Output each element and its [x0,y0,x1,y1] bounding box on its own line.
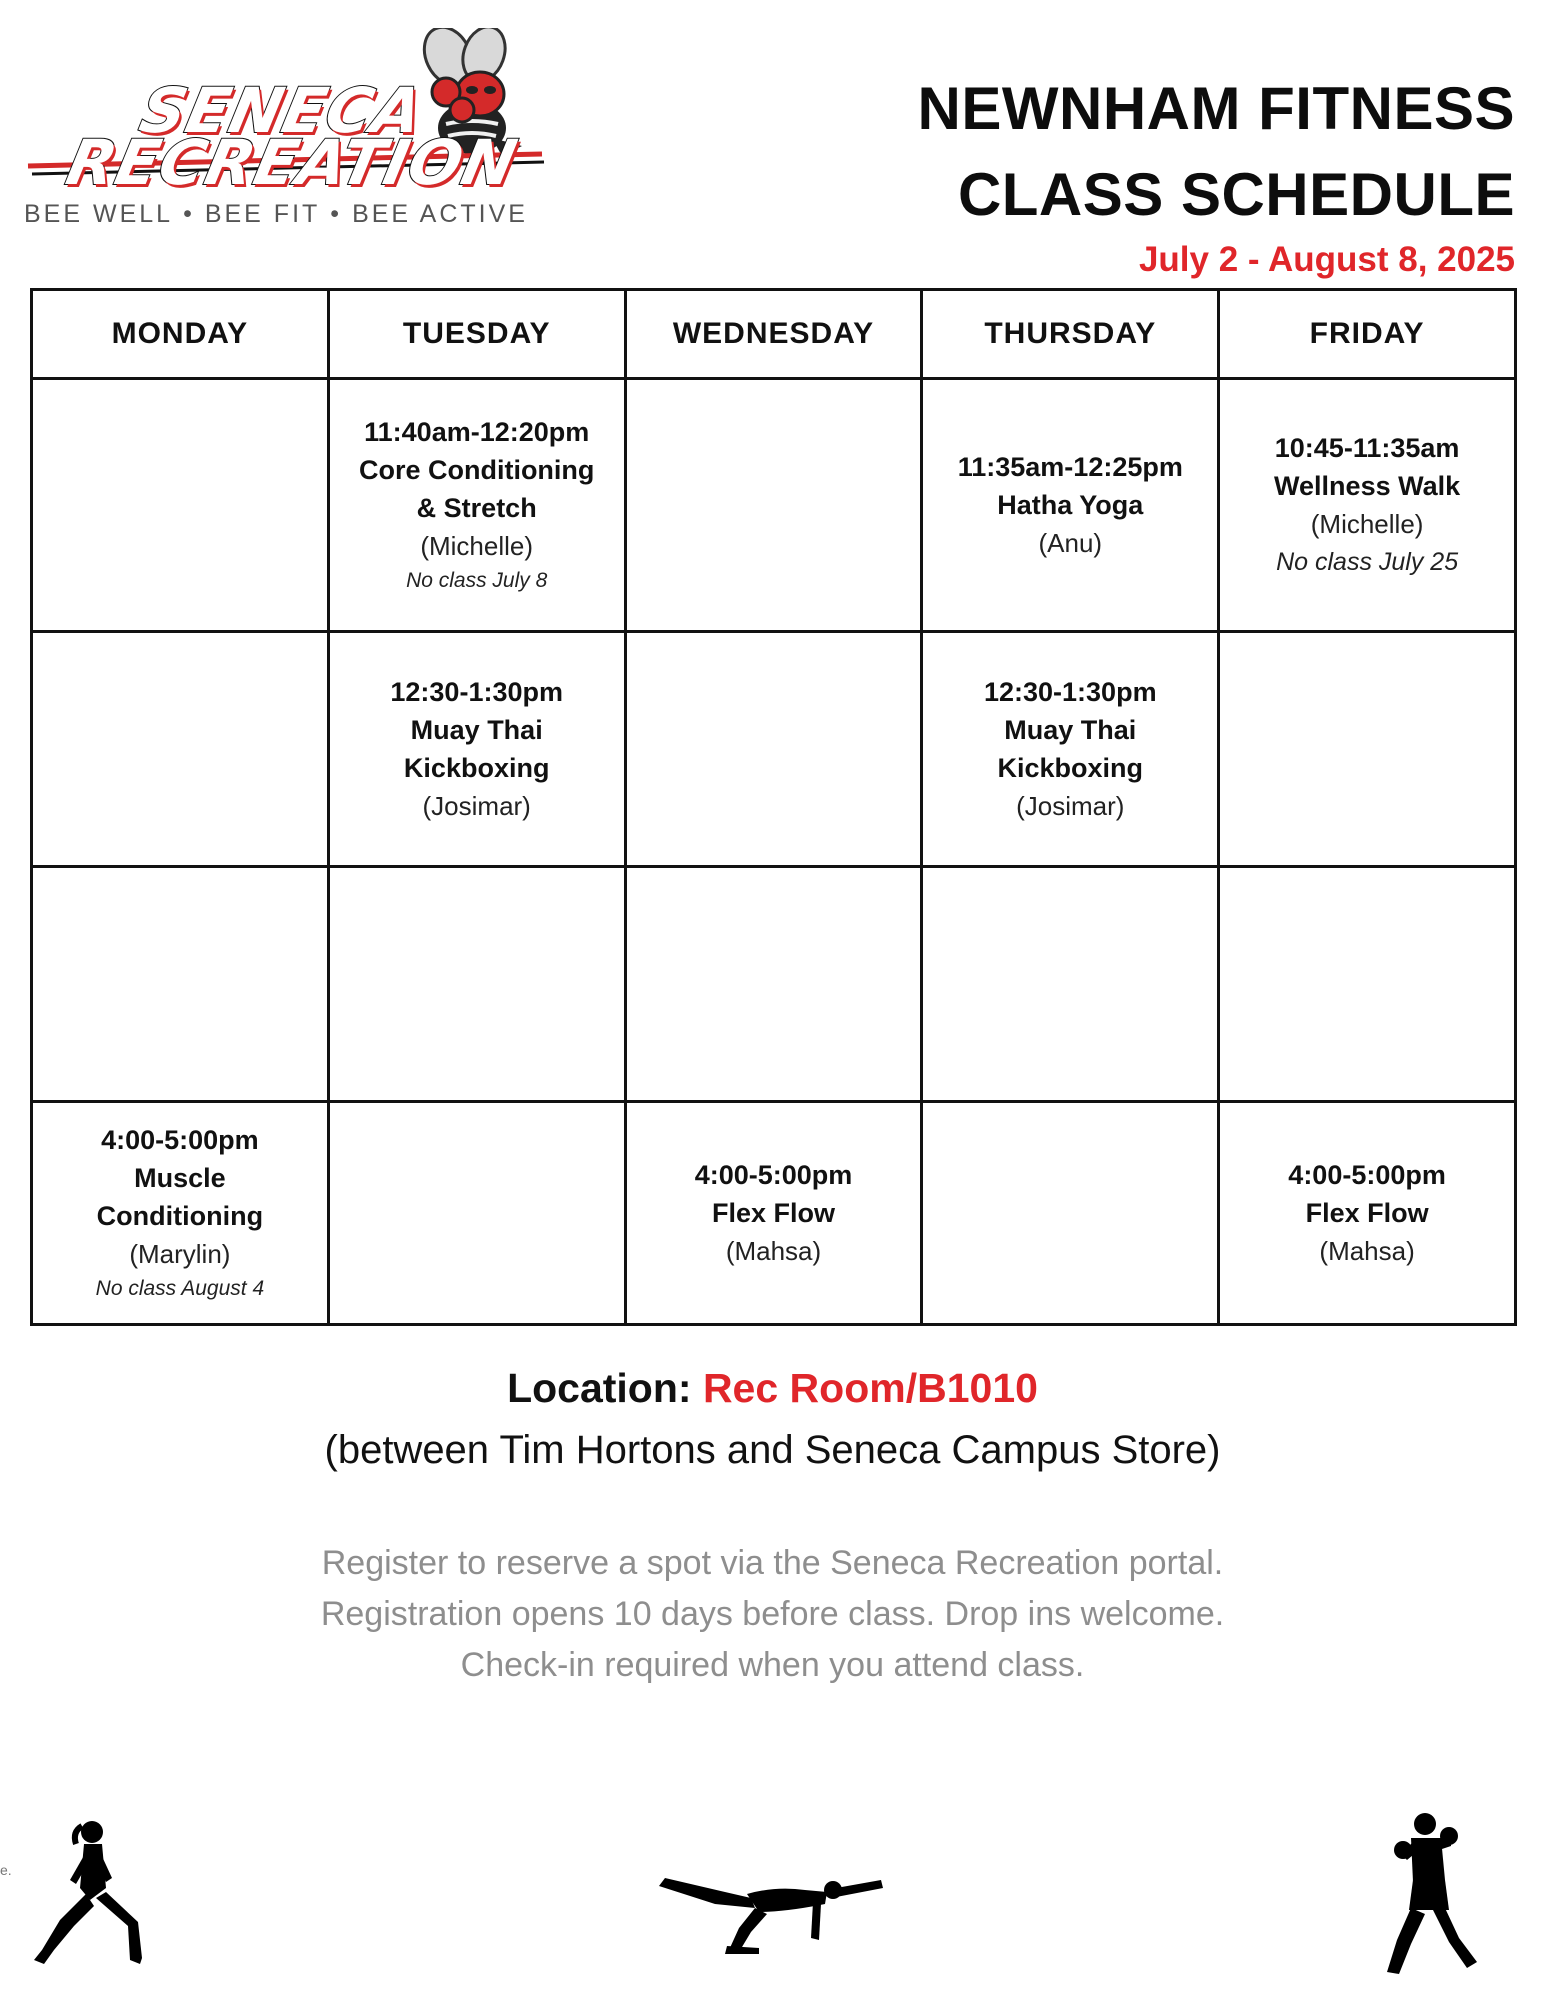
seneca-recreation-logo [22,28,562,228]
tagline-bee-well: BEE WELL [24,200,174,228]
location-detail: (between Tim Hortons and Seneca Campus Store) [324,1428,1221,1472]
class-instructor: (Josimar) [1016,791,1125,821]
class-slot-thursday [922,379,1219,632]
class-instructor: (Michelle) [420,531,534,561]
class-name: Muay Thai [1004,715,1137,745]
day-header-tuesday: TUESDAY [328,290,625,379]
class-time: 12:30-1:30pm [983,677,1157,707]
day-header-wednesday: WEDNESDAY [625,290,922,379]
schedule-row [32,1102,1516,1325]
empty-slot-thursday [922,1102,1219,1325]
class-name: Kickboxing [403,753,550,783]
bird-dog-silhouette-icon [655,1868,885,1958]
class-instructor: (Mahsa) [1319,1236,1415,1266]
empty-slot-tuesday [328,1102,625,1325]
class-name: Conditioning [96,1201,264,1231]
class-name: Muscle [134,1163,226,1193]
day-header-friday: FRIDAY [1219,290,1516,379]
class-time: 11:35am-12:25pm [957,452,1183,482]
class-slot-tuesday [328,632,625,867]
class-instructor: (Josimar) [422,791,531,821]
logo-word-seneca: SENECA [133,74,431,147]
registration-line: Register to reserve a spot via the Seneca Recreation portal. [321,1544,1224,1582]
class-slot-tuesday [328,379,625,632]
location-value: Rec Room/B1010 [702,1365,1038,1411]
class-name: Core Conditioning [358,455,595,485]
class-instructor: (Marylin) [129,1239,231,1269]
class-slot-thursday [922,632,1219,867]
date-range: July 2 - August 8, 2025 [1138,240,1515,279]
registration-line: Registration opens 10 days before class. Drop ins welcome. [320,1595,1225,1633]
class-time: 4:00-5:00pm [694,1160,853,1190]
class-time: 11:40am-12:20pm [364,417,590,447]
page-title-line-1: NEWNHAM FITNESS [917,75,1515,142]
schedule-header-row [32,290,1516,379]
class-slot-monday [32,1102,329,1325]
class-note: No class August 4 [95,1277,265,1300]
schedule-table [30,288,1517,1326]
lunge-silhouette-icon [30,1818,150,1978]
class-slot-friday [1219,379,1516,632]
location-line [0,1365,1545,1412]
empty-slot-tuesday [328,867,625,1102]
schedule-body [32,379,1516,1325]
empty-slot-friday [1219,867,1516,1102]
class-name: Muay Thai [410,715,543,745]
location-label: Location: [507,1365,692,1411]
class-slot-wednesday [625,1102,922,1325]
day-header-monday: MONDAY [32,290,329,379]
schedule-row [32,867,1516,1102]
class-time: 4:00-5:00pm [1288,1160,1446,1190]
empty-slot-wednesday [625,632,922,867]
page-title-block [918,66,1515,280]
stray-text-fragment: e. [0,1862,12,1878]
class-name: Wellness Walk [1274,471,1461,501]
tagline-bee-active: BEE ACTIVE [352,200,528,228]
day-header-thursday: THURSDAY [922,290,1219,379]
class-time: 10:45-11:35am [1274,433,1460,463]
class-note: No class July 8 [406,569,548,592]
empty-slot-monday [32,379,329,632]
class-instructor: (Anu) [1038,528,1103,558]
page-title-line-2: CLASS SCHEDULE [957,161,1515,228]
class-name: & Stretch [416,493,537,523]
empty-slot-wednesday [625,379,922,632]
class-slot-friday [1219,1102,1516,1325]
schedule-row [32,632,1516,867]
tagline-bee-fit: BEE FIT [204,200,321,228]
class-name: Hatha Yoga [997,490,1144,520]
registration-line: Check-in required when you attend class. [460,1646,1085,1684]
empty-slot-monday [32,632,329,867]
empty-slot-friday [1219,632,1516,867]
empty-slot-monday [32,867,329,1102]
class-note: No class July 25 [1276,548,1459,576]
class-time: 12:30-1:30pm [390,677,563,707]
class-name: Kickboxing [997,753,1144,783]
class-name: Flex Flow [711,1198,835,1228]
logo-tagline [24,200,564,229]
logo-word-recreation: RECREATION [60,126,524,199]
tagline-separator: • [183,200,195,228]
class-instructor: (Mahsa) [725,1236,822,1266]
registration-notes [0,1538,1545,1691]
empty-slot-thursday [922,867,1219,1102]
empty-slot-wednesday [625,867,922,1102]
tagline-separator: • [330,200,343,228]
class-name: Flex Flow [1305,1198,1429,1228]
class-time: 4:00-5:00pm [101,1125,259,1155]
schedule-row [32,379,1516,632]
class-instructor: (Michelle) [1310,509,1424,539]
boxer-silhouette-icon [1375,1810,1485,1980]
